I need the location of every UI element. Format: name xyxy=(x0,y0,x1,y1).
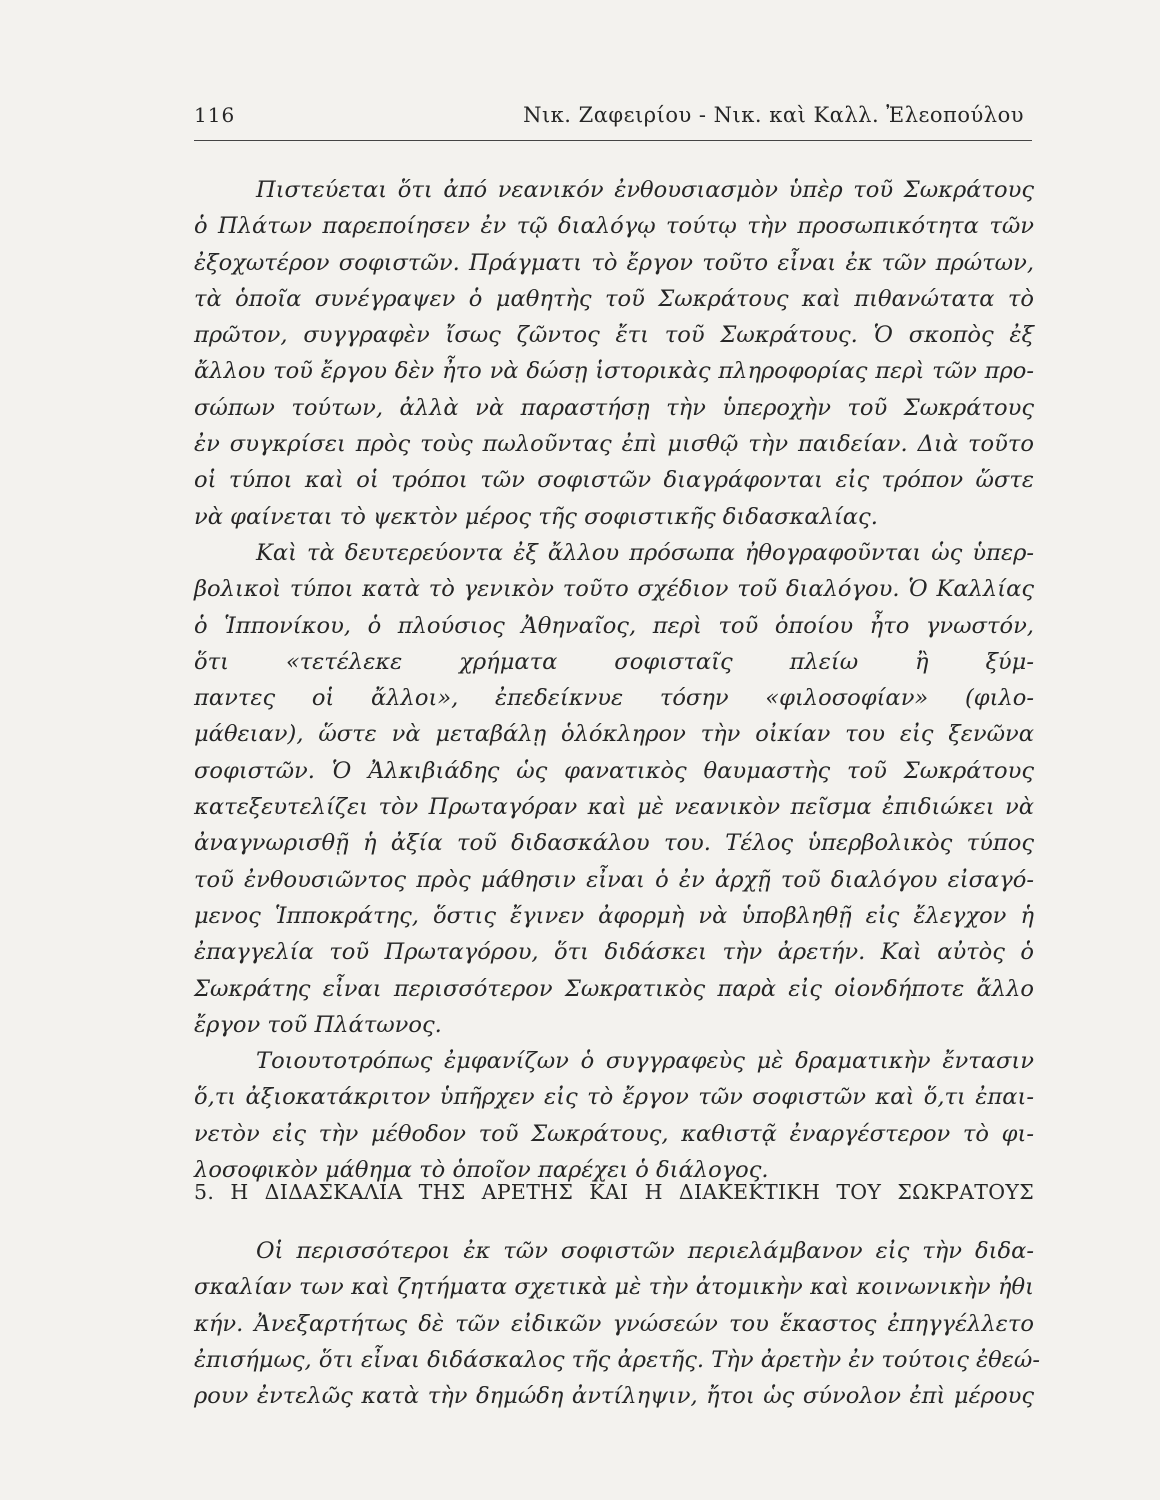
body-text xyxy=(194,172,1034,1188)
body-line: νὰ φαίνεται τὸ ψεκτὸν μέρος τῆς σοφιστικῆς διδασκαλίας. xyxy=(194,503,878,530)
body-line: μάθειαν), ὥστε νὰ μεταβάλῃ ὁλόκληρον τὴν οἰκίαν του εἰς ξενῶνα xyxy=(194,721,1034,748)
section-text xyxy=(194,1233,1040,1414)
section-heading: 5. Η ΔΙΔΑΣΚΑΛΙΑ ΤΗΣ ΑΡΕΤΗΣ ΚΑΙ Η ΔΙΑΚΕΚΤΙΚΗ ΤΟΥ ΣΩΚΡΑΤΟΥΣ xyxy=(194,1180,1034,1204)
header-authors: Νικ. Ζαφειρίου - Νικ. καὶ Καλλ. Ἐλεοπούλου xyxy=(523,103,1024,127)
body-line: ἐν συγκρίσει πρὸς τοὺς πωλοῦντας ἐπὶ μισθῷ τὴν παιδείαν. Διὰ τοῦτο xyxy=(194,431,1034,458)
body-line: ὅτι «τετέλεκε χρήματα σοφισταῖς πλείω ἢ ξύμ- xyxy=(194,648,1034,675)
body-line: μενος Ἱπποκράτης, ὅστις ἔγινεν ἀφορμὴ νὰ ὑποβληθῇ εἰς ἔλεγχον ἡ xyxy=(194,902,1034,929)
body-line: παντες οἱ ἄλλοι», ἐπεδείκνυε τόσην «φιλοσοφίαν» (φιλο- xyxy=(194,685,1034,712)
running-head xyxy=(194,103,1024,133)
body-line: νετὸν εἰς τὴν μέθοδον τοῦ Σωκράτους, καθιστᾷ ἐναργέστερον τὸ φι- xyxy=(194,1120,1034,1147)
body-line: σοφιστῶν. Ὁ Ἀλκιβιάδης ὡς φανατικὸς θαυμαστὴς τοῦ Σωκράτους xyxy=(194,757,1034,784)
body-line: πρῶτον, συγγραφὲν ἴσως ζῶντος ἔτι τοῦ Σωκράτους. Ὁ σκοπὸς ἐξ xyxy=(194,322,1034,349)
body-line: σώπων τούτων, ἀλλὰ νὰ παραστήσῃ τὴν ὑπεροχὴν τοῦ Σωκράτους xyxy=(194,394,1034,421)
body-line: τὰ ὁποῖα συνέγραψεν ὁ μαθητὴς τοῦ Σωκράτους καὶ πιθανώτατα τὸ xyxy=(194,285,1034,312)
body-line: ὅ,τι ἀξιοκατάκριτον ὑπῆρχεν εἰς τὸ ἔργον τῶν σοφιστῶν καὶ ὅ,τι ἐπαι- xyxy=(194,1084,1034,1111)
section-line: κήν. Ἀνεξαρτήτως δὲ τῶν εἰδικῶν γνώσεών του ἕκαστος ἐπηγγέλλετο xyxy=(194,1310,1034,1337)
body-line: ἐπαγγελία τοῦ Πρωταγόρου, ὅτι διδάσκει τὴν ἀρετήν. Καὶ αὐτὸς ὁ xyxy=(194,939,1034,966)
section-line: ἐπισήμως, ὅτι εἶναι διδάσκαλος τῆς ἀρετῆς. Τὴν ἀρετὴν ἐν τούτοις ἐθεώ- xyxy=(194,1346,1040,1373)
body-line: Καὶ τὰ δευτερεύοντα ἐξ ἄλλου πρόσωπα ἠθογραφοῦνται ὡς ὑπερ- xyxy=(256,539,1034,566)
body-line: τοῦ ἐνθουσιῶντος πρὸς μάθησιν εἶναι ὁ ἐν ἀρχῇ τοῦ διαλόγου εἰσαγό- xyxy=(194,866,1034,893)
section-line: Οἱ περισσότεροι ἐκ τῶν σοφιστῶν περιελάμβανον εἰς τὴν διδα- xyxy=(256,1238,1034,1264)
body-line: κατεξευτελίζει τὸν Πρωταγόραν καὶ μὲ νεανικὸν πεῖσμα ἐπιδιώκει νὰ xyxy=(194,794,1034,821)
body-line: Τοιουτοτρόπως ἐμφανίζων ὁ συγγραφεὺς μὲ δραματικὴν ἔντασιν xyxy=(256,1048,1034,1075)
body-line: Σωκράτης εἶναι περισσότερον Σωκρατικὸς παρὰ εἰς οἱονδήποτε ἄλλο xyxy=(194,975,1034,1002)
page-number: 116 xyxy=(194,103,236,127)
section-line: ρουν ἐντελῶς κατὰ τὴν δημώδη ἀντίληψιν, ἤτοι ὡς σύνολον ἐπὶ μέρους xyxy=(194,1383,1034,1410)
body-line: ἄλλου τοῦ ἔργου δὲν ἦτο νὰ δώσῃ ἱστορικὰς πληροφορίας περὶ τῶν προ- xyxy=(194,358,1034,385)
body-line: ἀναγνωρισθῇ ἡ ἀξία τοῦ διδασκάλου του. Τέλος ὑπερβολικὸς τύπος xyxy=(194,830,1034,857)
body-line: οἱ τύποι καὶ οἱ τρόποι τῶν σοφιστῶν διαγράφονται εἰς τρόπον ὥστε xyxy=(194,467,1034,494)
body-line: ἐξοχωτέρον σοφιστῶν. Πράγματι τὸ ἔργον τοῦτο εἶναι ἐκ τῶν πρώτων, xyxy=(194,249,1034,276)
body-line: Πιστεύεται ὅτι ἀπό νεανικόν ἐνθουσιασμὸν ὑπὲρ τοῦ Σωκράτους xyxy=(256,177,1034,203)
body-line: λοσοφικὸν μάθημα τὸ ὁποῖον παρέχει ὁ διάλογος. xyxy=(194,1157,769,1184)
header-rule xyxy=(194,140,1032,141)
section-line: σκαλίαν των καὶ ζητήματα σχετικὰ μὲ τὴν ἀτομικὴν καὶ κοινωνικὴν ἠθι xyxy=(194,1274,1034,1301)
body-line: ἔργον τοῦ Πλάτωνος. xyxy=(194,1011,442,1038)
body-line: ὁ Πλάτων παρεποίησεν ἐν τῷ διαλόγῳ τούτῳ τὴν προσωπικότητα τῶν xyxy=(194,213,1034,240)
body-line: ὁ Ἱππονίκου, ὁ πλούσιος Ἀθηναῖος, περὶ τοῦ ὁποίου ἦτο γνωστόν, xyxy=(194,612,1034,639)
body-line: βολικοὶ τύποι κατὰ τὸ γενικὸν τοῦτο σχέδιον τοῦ διαλόγου. Ὁ Καλλίας xyxy=(194,576,1034,603)
